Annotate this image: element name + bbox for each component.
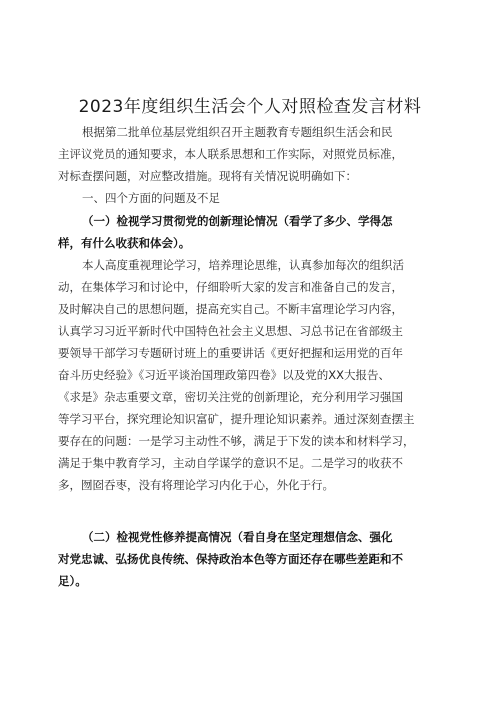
section-heading-text: 一、四个方面的问题及不足 — [82, 191, 220, 205]
text-line: 根据第二批单位基层党组织召开主题教育专题组织生活会和民 — [82, 125, 393, 139]
text-line: 动，在集体学习和讨论中，仔细聆听大家的发言和准备自己的发言， — [58, 280, 403, 294]
text-line: 对标查摆问题，对应整改措施。现将有关情况说明确如下： — [58, 169, 357, 183]
text-line: 认真学习习近平新时代中国特色社会主义思想、习总书记在省部级主 — [58, 324, 403, 338]
text-line: 满足于集中教育学习，主动自学谋学的意识不足。二是学习的收获不 — [58, 456, 403, 470]
text-line: （一）检视学习贯彻党的创新理论情况（看学了多少、学得怎 — [82, 214, 393, 228]
section-heading — [58, 187, 442, 209]
text-line: 《求是》杂志重要文章，密切关注党的创新理论，充分利用学习强国 — [58, 390, 403, 404]
body-paragraph — [58, 254, 442, 496]
text-line: 对党忠诚、弘扬优良传统、保持政治本色等方面还存在哪些差距和不 — [58, 552, 403, 566]
text-line: 奋斗历史经验》《习近平谈治国理政第四卷》以及党的XX大报告、 — [58, 368, 391, 382]
text-line: 足）。 — [58, 574, 87, 588]
text-line: 及时解决自己的思想问题，提高充实自己。不断丰富理论学习内容， — [58, 302, 403, 316]
text-line: （二）检视党性修养提高情况（看自身在坚定理想信念、强化 — [82, 530, 393, 544]
text-line: 主评议党员的通知要求，本人联系思想和工作实际，对照党员标准， — [58, 147, 403, 161]
text-line: 样，有什么收获和体会）。 — [58, 236, 191, 250]
text-line: 本人高度重视理论学习，培养理论思维，认真参加每次的组织活 — [82, 258, 404, 272]
document-title: 2023年度组织生活会个人对照检查发言材料 — [78, 97, 422, 117]
text-line: 要领导干部学习专题研讨班上的重要讲话《更好把握和运用党的百年 — [58, 346, 403, 360]
subsection-heading-2 — [58, 526, 442, 592]
text-line: 要存在的问题：一是学习主动性不够，满足于下发的读本和材料学习， — [58, 434, 415, 448]
text-line: 多，囫囵吞枣，没有将理论学习内化于心，外化于行。 — [58, 478, 334, 492]
subsection-heading-1 — [58, 210, 442, 254]
text-line: 等学习平台，探究理论知识富矿，提升理论知识素养。通过深刻查摆主 — [58, 412, 415, 426]
intro-paragraph — [58, 121, 442, 187]
